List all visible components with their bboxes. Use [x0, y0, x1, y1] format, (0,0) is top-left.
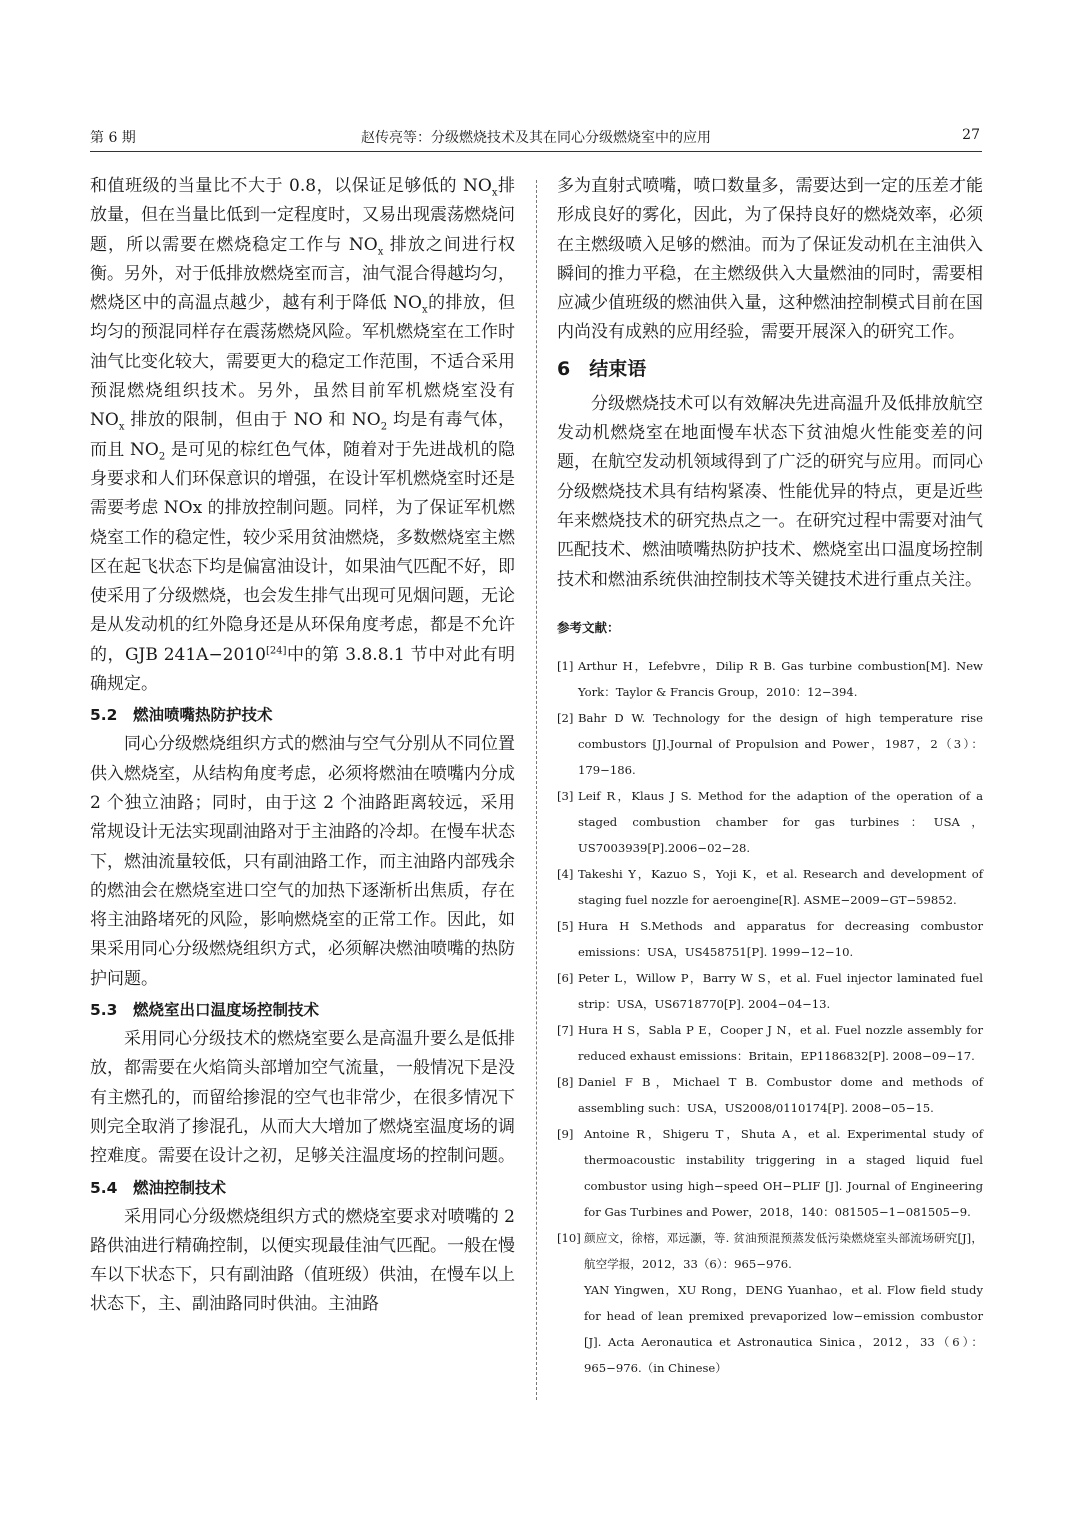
- paragraph-continued: 和值班级的当量比不大于 0.8，以保证足够低的 $NO_x$排放量，但在当量比低到一定程度时，又易出现震荡燃烧问题，所以需要在燃烧稳定工作与 $NO_x$ 排放之间进行权衡。另外，对于低排放燃烧室而言，油气混合得越均匀，燃烧区中的高温点越少，越有利于降低 $NO_x$的排放，但均匀的预混同样存在震荡燃烧风险。军机燃烧室在工作时油气比变化较大，需要更大的稳定工作范围，不适合采用预混燃烧组织技术。另外，虽然目前军机燃烧室没有 $NO_x$ 排放的限制，但由于 NO 和 $NO_2$ 均是有毒气体，而且 $NO_2$ 是可见的棕红色气体，随着对于先进战机的隐身要求和人们环保意识的增强，在设计军机燃烧室时还是需要考虑 NOx 的排放控制问题。同样，为了保证军机燃烧室工作的稳定性，较少采用贫油燃烧，多数燃烧室主燃区在起飞状态下均是偏富油设计，如果油气匹配不好，即使采用了分级燃烧，也会发生排气出现可见烟问题，无论是从发动机的红外隐身还是从环保角度考虑，都是不允许的，GJB 241A−2010[24]中的第 3.8.8.1 节中对此有明确规定。: [90, 176, 516, 695]
- reference-item-english: YAN Yingwen，XU Rong，DENG Yuanhao，et al. Flow field study for head of lean premixed prevaporized low−emission combustor [J]. Acta Aeronautica et Astronautica Sinica，2012，33（6）：965−976.（in Chinese）: [584, 1282, 983, 1375]
- reference-item: [10] 颜应文，徐榕，邓远灏，等. 贫油预混预蒸发低污染燃烧室头部流场研究[J]，航空学报，2012，33（6）：965−976.: [557, 1230, 983, 1271]
- reference-item: [4] Takeshi Y，Kazuo S，Yoji K，et al. Research and development of staging fuel nozzle for aeroengine[R]. ASME−2009−GT−59852.: [557, 866, 983, 907]
- reference-item: [9] Antoine R，Shigeru T，Shuta A，et al. Experimental study of thermoacoustic instability triggering in a staged liquid fuel combustor using high−speed OH−PLIF [J]. Journal of Engineering for Gas Turbines and Power，2018，140：081505−1−081505−9.: [557, 1126, 983, 1219]
- column-divider: [536, 180, 537, 1400]
- reference-item: [7] Hura H S，Sabla P E，Cooper J N，et al. Fuel nozzle assembly for reduced exhaust emissions：Britain，EP1186832[P]. 2008−09−17.: [557, 1022, 983, 1063]
- section-5-4-heading: 5.4 燃油控制技术: [90, 1178, 226, 1197]
- reference-item: [2] Bahr D W. Technology for the design of high temperature rise combustors [J].Journal of Propulsion and Power，1987，2（3）：179−186.: [557, 710, 983, 777]
- paragraph-continued-right: 多为直射式喷嘴，喷口数量多，需要达到一定的压差才能形成良好的雾化，因此，为了保持良好的燃烧效率，必须在主燃级喷入足够的燃油。而为了保证发动机在主油供入瞬间的推力平稳，在主燃级供入大量燃油的同时，需要相应减少值班级的燃油供入量，这种燃油控制模式目前在国内尚没有成熟的应用经验，需要开展深入的研究工作。: [557, 176, 983, 343]
- section-5-3-text: 采用同心分级技术的燃烧室要么是高温升要么是低排放，都需要在火焰筒头部增加空气流量，一般情况下是没有主燃孔的，而留给掺混的空气也非常少，在很多情况下则完全取消了掺混孔，从而大大增加了燃烧室温度场的调控难度。需要在设计之初，足够关注温度场的控制问题。: [90, 1029, 515, 1167]
- reference-item: [6] Peter L，Willow P，Barry W S，et al. Fuel injector laminated fuel strip：USA，US6718770[P]. 2004−04−13.: [557, 970, 983, 1011]
- page-number: 27: [962, 127, 980, 143]
- section-6-heading: 6 结束语: [557, 357, 647, 380]
- left-column: [90, 172, 515, 1320]
- citation-24[interactable]: [24]: [265, 645, 287, 657]
- section-5-2-text: 同心分级燃烧组织方式的燃油与空气分别从不同位置供入燃烧室，从结构角度考虑，必须将燃油在喷嘴内分成 2 个独立油路；同时，由于这 2 个油路距离较远，采用常规设计无法实现副油路对于主油路的冷却。在慢车状态下，燃油流量较低，只有副油路工作，而主油路内部残余的燃油会在燃烧室进口空气的加热下逐渐析出焦质，存在将主油路堵死的风险，影响燃烧室的正常工作。因此，如果采用同心分级燃烧组织方式，必须解决燃油喷嘴的热防护问题。: [90, 734, 515, 989]
- reference-item: [5] Hura H S.Methods and apparatus for decreasing combustor emissions：USA，US458751[P]. 1999−12−10.: [557, 918, 983, 959]
- issue-number: 第 6 期: [90, 130, 136, 146]
- section-5-4-text: 采用同心分级燃烧组织方式的燃烧室要求对喷嘴的 2 路供油进行精确控制，以便实现最佳油气匹配。一般在慢车以下状态下，只有副油路（值班级）供油，在慢车以上状态下，主、副油路同时供油。主油路: [90, 1206, 515, 1315]
- right-column: [557, 172, 983, 1381]
- section-5-3-heading: 5.3 燃烧室出口温度场控制技术: [90, 1001, 319, 1020]
- references-heading: 参考文献：: [557, 619, 620, 635]
- reference-item: [8] Daniel F B，Michael T B. Combustor dome and methods of assembling such：USA，US2008/0110174[P]. 2008−05−15.: [557, 1074, 983, 1115]
- reference-item: [1] Arthur H，Lefebvre，Dilip R B. Gas turbine combustion[M]. New York：Taylor & Francis Group，2010：12−394.: [557, 658, 983, 699]
- running-header: [90, 125, 982, 152]
- running-title: 赵传亮等：分级燃烧技术及其在同心分级燃烧室中的应用: [361, 130, 711, 146]
- reference-list: [557, 653, 983, 1381]
- section-5-2-heading: 5.2 燃油喷嘴热防护技术: [90, 706, 273, 725]
- reference-item: [3] Leif R，Klaus J S. Method for the adaption of the operation of a staged combustion chamber for gas turbines：USA，US7003939[P].2006−02−28.: [557, 788, 983, 855]
- section-6-text: 分级燃烧技术可以有效解决先进高温升及低排放航空发动机燃烧室在地面慢车状态下贫油熄火性能变差的问题，在航空发动机领域得到了广泛的研究与应用。而同心分级燃烧技术具有结构紧凑、性能优异的特点，更是近些年来燃烧技术的研究热点之一。在研究过程中需要对油气匹配技术、燃油喷嘴热防护技术、燃烧室出口温度场控制技术和燃油系统供油控制技术等关键技术进行重点关注。: [557, 393, 983, 590]
